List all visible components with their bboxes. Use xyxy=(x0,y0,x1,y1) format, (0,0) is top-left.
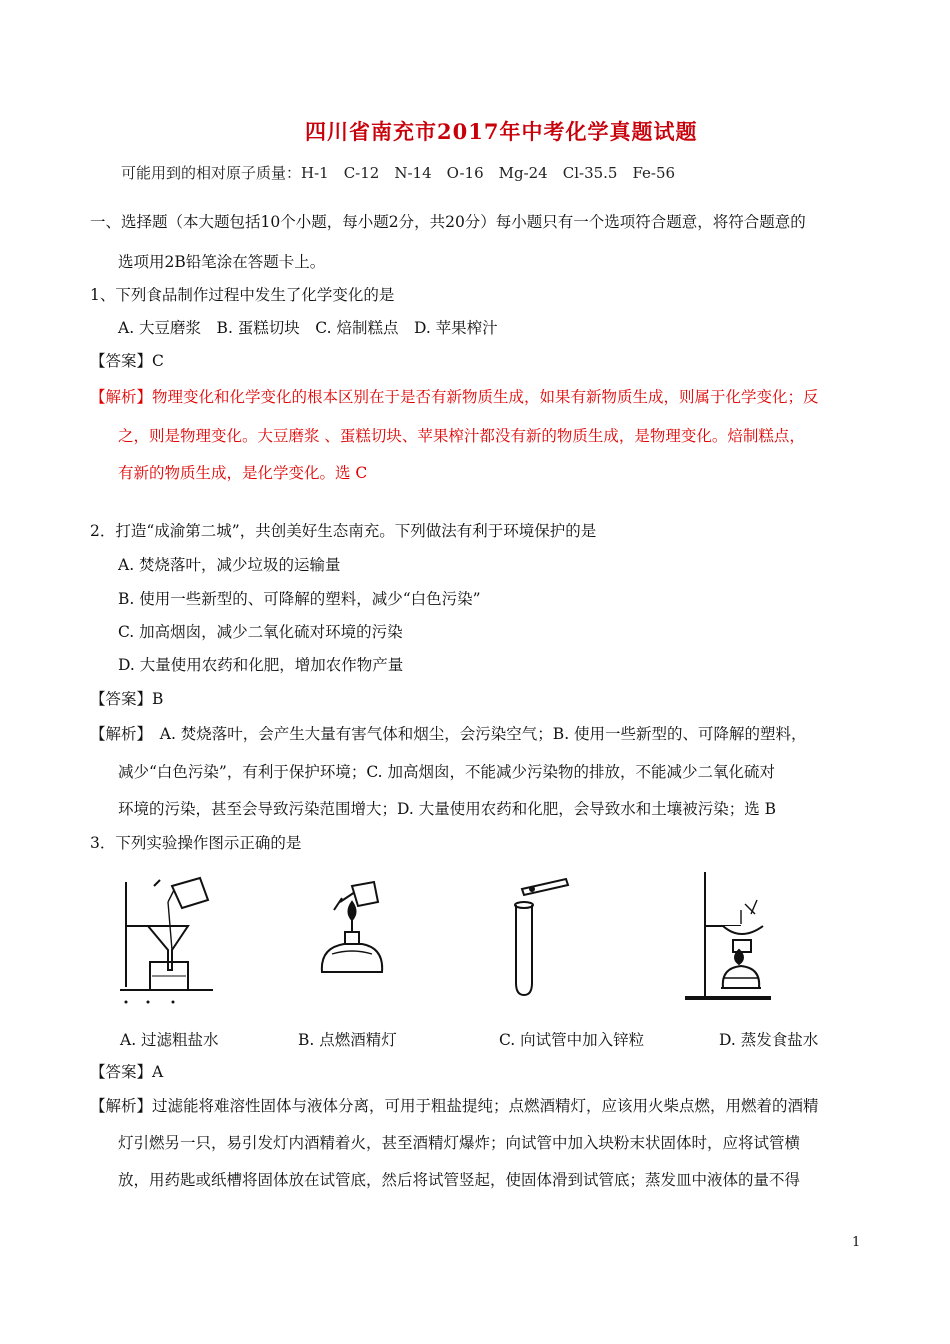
q3-analysis-line3: 放，用药匙或纸槽将固体放在试管底，然后将试管竖起，使固体滑到试管底；蒸发皿中液体的量不得 xyxy=(118,1171,801,1189)
q2-option-c: C. 加高烟囱，减少二氧化硫对环境的污染 xyxy=(118,623,403,641)
q1-stem: 1、下列食品制作过程中发生了化学变化的是 xyxy=(90,286,395,304)
section-instructions-line1: 一、选择题（本大题包括10个小题，每小题2分，共20分）每小题只有一个选项符合题意，将符合题意的 xyxy=(90,213,806,231)
q2-stem: 2．打造“成渝第二城”，共创美好生态南充。下列做法有利于环境保护的是 xyxy=(90,522,597,540)
section-instructions-line2: 选项用2B铅笔涂在答题卡上。 xyxy=(118,253,326,271)
q3-caption-a: A. 过滤粗盐水 xyxy=(120,1031,219,1049)
q2-analysis-line2: 减少“白色污染”，有利于保护环境；C. 加高烟囱，不能减少污染物的排放，不能减少二氧化硫对 xyxy=(118,763,776,781)
q2-option-d: D. 大量使用农药和化肥，增加农作物产量 xyxy=(118,656,404,674)
q3-analysis-line2: 灯引燃另一只，易引发灯内酒精着火，甚至酒精灯爆炸；向试管中加入块粉末状固体时，应将试管横 xyxy=(118,1134,801,1152)
test-tube-figure xyxy=(508,873,588,1008)
q3-analysis-line1: 【解析】过滤能将难溶性固体与液体分离，可用于粗盐提纯；点燃酒精灯，应该用火柴点燃，用燃着的酒精 xyxy=(90,1097,819,1115)
q2-answer: 【答案】B xyxy=(90,690,164,708)
q1-analysis-line2: 之，则是物理变化。大豆磨浆 、蛋糕切块、苹果榨汁都没有新的物质生成，是物理变化。焙制糕点， xyxy=(118,427,805,445)
q3-stem: 3．下列实验操作图示正确的是 xyxy=(90,834,302,852)
q2-option-b: B. 使用一些新型的、可降解的塑料，减少“白色污染” xyxy=(118,590,481,608)
q1-options: A. 大豆磨浆 B. 蛋糕切块 C. 焙制糕点 D. 苹果榨汁 xyxy=(118,319,498,337)
q2-analysis-line3: 环境的污染，甚至会导致污染范围增大；D. 大量使用农药和化肥，会导致水和土壤被污染；选 B xyxy=(118,800,777,818)
filtration-apparatus-figure xyxy=(118,872,218,1007)
q3-caption-d: D. 蒸发食盐水 xyxy=(719,1031,819,1049)
q1-answer: 【答案】C xyxy=(90,352,164,370)
q3-answer: 【答案】A xyxy=(90,1063,164,1081)
q2-analysis-line1: 【解析】 A. 焚烧落叶，会产生大量有害气体和烟尘，会污染空气；B. 使用一些新型的、可降解的塑料， xyxy=(90,725,807,743)
q3-caption-c: C. 向试管中加入锌粒 xyxy=(499,1031,645,1049)
page-title: 四川省南充市2017年中考化学真题试题 xyxy=(305,119,698,144)
q3-caption-b: B. 点燃酒精灯 xyxy=(298,1031,397,1049)
q2-option-a: A. 焚烧落叶，减少垃圾的运输量 xyxy=(118,556,341,574)
evaporation-apparatus-figure xyxy=(683,870,783,1005)
q1-analysis-line1: 【解析】物理变化和化学变化的根本区别在于是否有新物质生成，如果有新物质生成，则属于化学变化；反 xyxy=(90,388,819,406)
atomic-masses: 可能用到的相对原子质量：H-1 C-12 N-14 O-16 Mg-24 Cl-35.5 Fe-56 xyxy=(121,164,676,182)
page-number: 1 xyxy=(852,1235,861,1250)
q1-analysis-line3: 有新的物质生成，是化学变化。选 C xyxy=(118,464,368,482)
alcohol-lamp-figure xyxy=(312,880,402,995)
